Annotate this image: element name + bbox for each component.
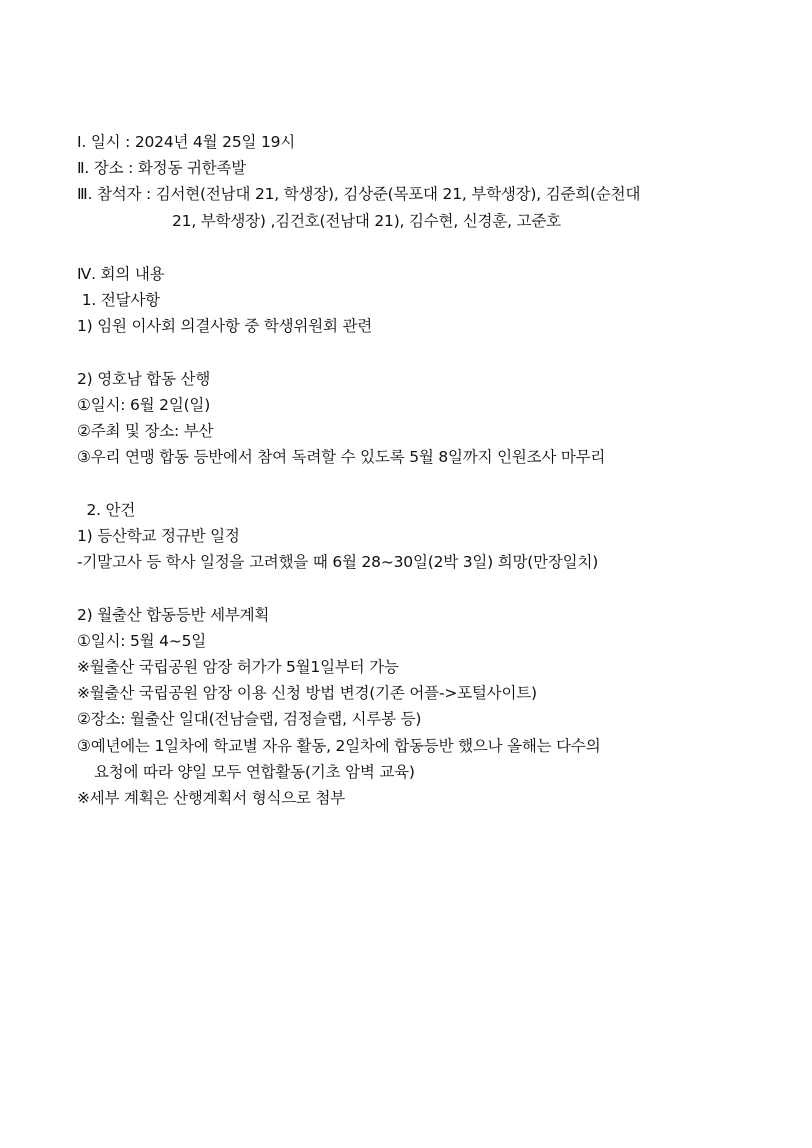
meeting-date: Ⅰ. 일시 : 2024년 4월 25일 19시 [77,133,296,151]
section2-item2-date: ①일시: 5월 4~5일 [77,632,207,650]
agenda-title: Ⅳ. 회의 내용 [77,265,165,283]
section1-heading: 1. 전달사항 [77,291,160,309]
attendees-line-1: Ⅲ. 참석자 : 김서현(전남대 21, 학생장), 김상준(목포대 21, 부학생장), 김준희(순천대 [77,185,641,203]
section2-item2-note2: ※월출산 국립공원 암장 이용 신청 방법 변경(기존 어플->포털사이트) [77,684,537,702]
section2-item1-detail: -기말고사 등 학사 일정을 고려했을 때 6월 28~30일(2박 3일) 희망(만장일치) [77,553,599,571]
section1-item2-title: 2) 영호남 합동 산행 [77,370,211,388]
section2-item2-plan-line2: 요청에 따라 양일 모두 연합활동(기초 암벽 교육) [94,763,415,781]
section2-item2-title: 2) 월출산 합동등반 세부계획 [77,606,270,624]
meeting-place: Ⅱ. 장소 : 화정동 귀한족발 [77,159,247,177]
section2-item2-place: ②장소: 월출산 일대(전남슬랩, 검정슬랩, 시루봉 등) [77,710,422,728]
section2-item2-plan-line1: ③예년에는 1일차에 학교별 자유 활동, 2일차에 합동등반 했으나 올해는 다수의 [77,737,601,755]
section1-item2-date: ①일시: 6월 2일(일) [77,396,211,414]
section2-item1-title: 1) 등산학교 정규반 일정 [77,527,240,545]
section2-item2-attach: ※세부 계획은 산행계획서 형식으로 첨부 [77,789,346,807]
section2-heading: 2. 안건 [77,501,136,519]
section1-item1: 1) 임원 이사회 의결사항 중 학생위원회 관련 [77,317,373,335]
section1-item2-host: ②주최 및 장소: 부산 [77,422,214,440]
section2-item2-note1: ※월출산 국립공원 암장 허가가 5월1일부터 가능 [77,658,399,676]
attendees-line-2: 21, 부학생장) ,김건호(전남대 21), 김수현, 신경훈, 고준호 [172,212,561,230]
section1-item2-note: ③우리 연맹 합동 등반에서 참여 독려할 수 있도록 5월 8일까지 인원조사 마무리 [77,448,606,466]
